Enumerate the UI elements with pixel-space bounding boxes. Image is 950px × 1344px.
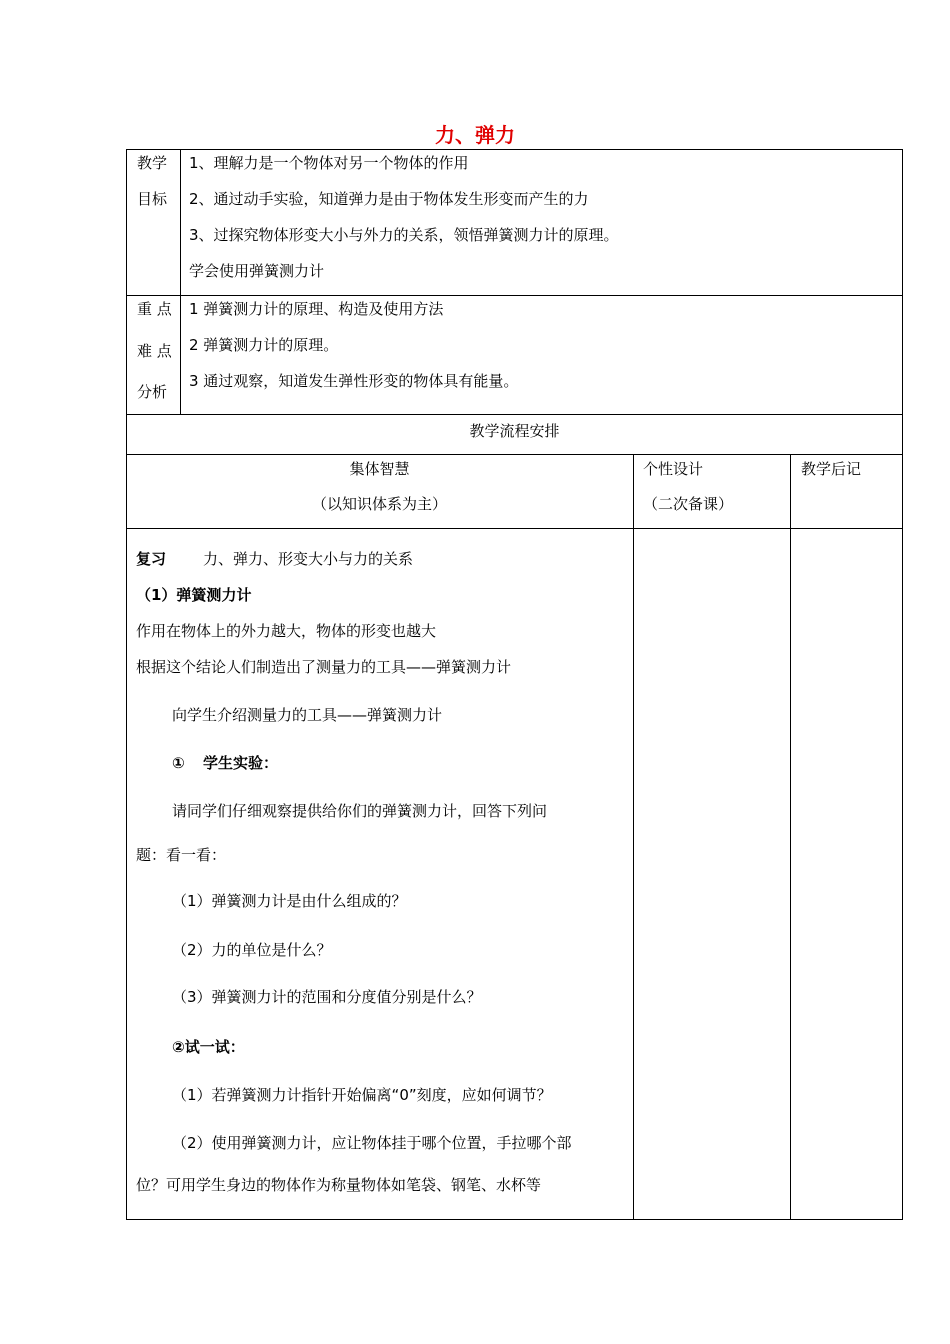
row-divider-keypoints	[126, 414, 903, 415]
collective-subheader: （以知识体系为主）	[311, 495, 447, 513]
col-divider-personal	[633, 454, 634, 1220]
personal-subheader: （二次备课）	[643, 495, 734, 513]
col-divider-label	[180, 149, 181, 415]
review-label: 复习	[136, 550, 167, 568]
question-2: （2）力的单位是什么？	[172, 941, 332, 959]
keypoint-line-2: 2 弹簧测力计的原理。	[189, 336, 339, 354]
question-1: （1）弹簧测力计是由什么组成的？	[172, 892, 407, 910]
personal-header: 个性设计	[643, 460, 704, 478]
section-heading: （1）弹簧测力计	[136, 586, 252, 604]
goal-line-1: 1、理解力是一个物体对另一个物体的作用	[189, 154, 469, 172]
goals-label-2: 目标	[137, 190, 168, 208]
keypoint-line-1: 1 弹簧测力计的原理、构造及使用方法	[189, 300, 444, 318]
try-item-2b: 位？可用学生身边的物体作为称量物体如笔袋、钢笔、水杯等	[136, 1176, 542, 1194]
paragraph-1: 作用在物体上的外力越大，物体的形变也越大	[136, 622, 437, 640]
goal-line-2: 2、通过动手实验，知道弹力是由于物体发生形变而产生的力	[189, 190, 589, 208]
experiment-title: 学生实验：	[203, 754, 279, 772]
row-divider-columns	[126, 528, 903, 529]
row-divider-goals	[126, 295, 903, 296]
question-3: （3）弹簧测力计的范围和分度值分别是什么？	[172, 988, 482, 1006]
paragraph-3: 向学生介绍测量力的工具——弹簧测力计	[172, 706, 443, 724]
keypoints-label-3: 分析	[137, 383, 168, 401]
keypoints-label-2: 难 点	[137, 342, 172, 360]
page-title: 力、弹力	[435, 123, 515, 147]
flow-header: 教学流程安排	[469, 422, 560, 440]
paragraph-4a: 请同学们仔细观察提供给你们的弹簧测力计，回答下列问	[172, 802, 548, 820]
keypoints-label-1: 重 点	[137, 300, 172, 318]
review-text: 力、弹力、形变大小与力的关系	[203, 550, 414, 568]
goals-label-1: 教学	[137, 154, 168, 172]
goal-line-3: 3、过探究物体形变大小与外力的关系，领悟弹簧测力计的原理。	[189, 226, 619, 244]
experiment-marker: ①	[172, 754, 185, 772]
try-title: ②试一试：	[172, 1038, 245, 1056]
goal-line-4: 学会使用弹簧测力计	[189, 262, 325, 280]
paragraph-2: 根据这个结论人们制造出了测量力的工具——弹簧测力计	[136, 658, 512, 676]
col-divider-reflection	[790, 454, 791, 1220]
paragraph-4b: 题：看一看：	[136, 846, 227, 864]
try-item-1: （1）若弹簧测力计指针开始偏离“0”刻度，应如何调节？	[172, 1086, 552, 1104]
keypoint-line-3: 3 通过观察，知道发生弹性形变的物体具有能量。	[189, 372, 519, 390]
row-divider-flow	[126, 454, 903, 455]
reflection-header: 教学后记	[801, 460, 862, 478]
collective-header: 集体智慧	[349, 460, 410, 478]
try-item-2a: （2）使用弹簧测力计，应让物体挂于哪个位置，手拉哪个部	[172, 1134, 572, 1152]
